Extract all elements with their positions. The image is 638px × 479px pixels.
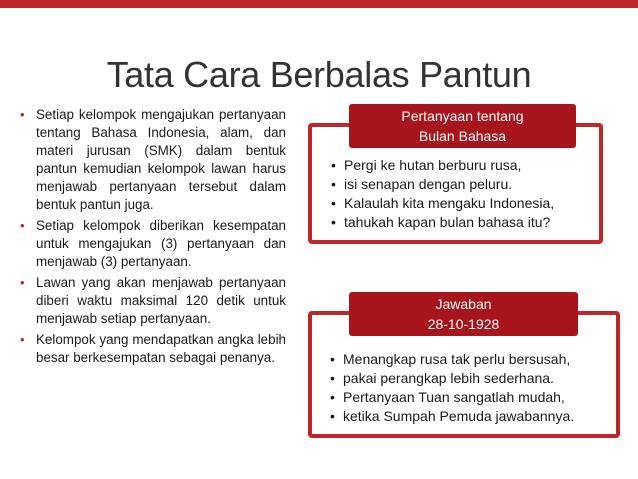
bullet-icon: • [330, 351, 335, 367]
pantun-line [330, 407, 574, 426]
bullet-icon: • [331, 195, 336, 211]
pantun-line-text: Pertanyaan Tuan sangatlah mudah, [343, 389, 565, 405]
rule-item [20, 106, 286, 214]
pantun-line [331, 156, 554, 175]
rule-text: Kelompok yang mendapatkan angka lebih besar berkesempatan sebagai penanya. [36, 332, 286, 365]
pantun-line-text: ketika Sumpah Pemuda jawabannya. [343, 408, 575, 424]
bullet-icon: • [331, 176, 336, 192]
rule-text: Lawan yang akan menjawab pertanyaan diberi waktu maksimal 120 detik untuk menjawab setiap pertanyaan. [36, 275, 286, 326]
rule-item [20, 217, 286, 271]
bullet-icon: • [330, 370, 335, 386]
bullet-icon: • [20, 332, 25, 347]
rule-text: Setiap kelompok diberikan kesempatan untuk mengajukan (3) pertanyaan dan menjawab (3) pertanyaan. [36, 218, 286, 269]
pantun-line [331, 213, 554, 232]
question-header-line2: Bulan Bahasa [418, 128, 507, 144]
rule-text: Setiap kelompok mengajukan pertanyaan tentang Bahasa Indonesia, alam, dan materi jurusan (SMK) dalam bentuk pantun kemudian kelompok lawan harus menjawab pertanyaan tersebut dalam bentuk pantun juga. [36, 107, 286, 212]
pantun-line-text: pakai perangkap lebih sederhana. [343, 370, 554, 386]
pantun-line [331, 175, 554, 194]
bullet-icon: • [20, 107, 25, 122]
pantun-line [331, 194, 554, 213]
pantun-line-text: isi senapan dengan peluru. [344, 176, 513, 192]
question-header [349, 104, 576, 148]
pantun-line [330, 388, 574, 407]
answer-pantun-lines [330, 350, 574, 426]
answer-header-line1: Jawaban [435, 296, 492, 312]
bullet-icon: • [331, 214, 336, 230]
bullet-icon: • [20, 275, 25, 290]
bullet-icon: • [331, 157, 336, 173]
pantun-line [330, 369, 574, 388]
pantun-line-text: Pergi ke hutan berburu rusa, [344, 157, 522, 173]
pantun-line-text: Menangkap rusa tak perlu bersusah, [343, 351, 571, 367]
pantun-line [330, 350, 574, 369]
question-header-line1: Pertanyaan tentang [401, 108, 524, 124]
pantun-line-text: Kalaulah kita mengaku Indonesia, [344, 195, 555, 211]
bullet-icon: • [330, 389, 335, 405]
rules-list [20, 106, 286, 370]
pantun-line-text: tahukah kapan bulan bahasa itu? [344, 214, 551, 230]
question-pantun-lines [331, 156, 554, 232]
answer-header-line2: 28-10-1928 [427, 316, 500, 332]
bullet-icon: • [20, 218, 25, 233]
rule-item [20, 274, 286, 328]
rule-item [20, 331, 286, 367]
bullet-icon: • [330, 408, 335, 424]
top-accent-bar [0, 0, 638, 8]
answer-header [349, 292, 578, 336]
slide-title: Tata Cara Berbalas Pantun [106, 54, 532, 95]
